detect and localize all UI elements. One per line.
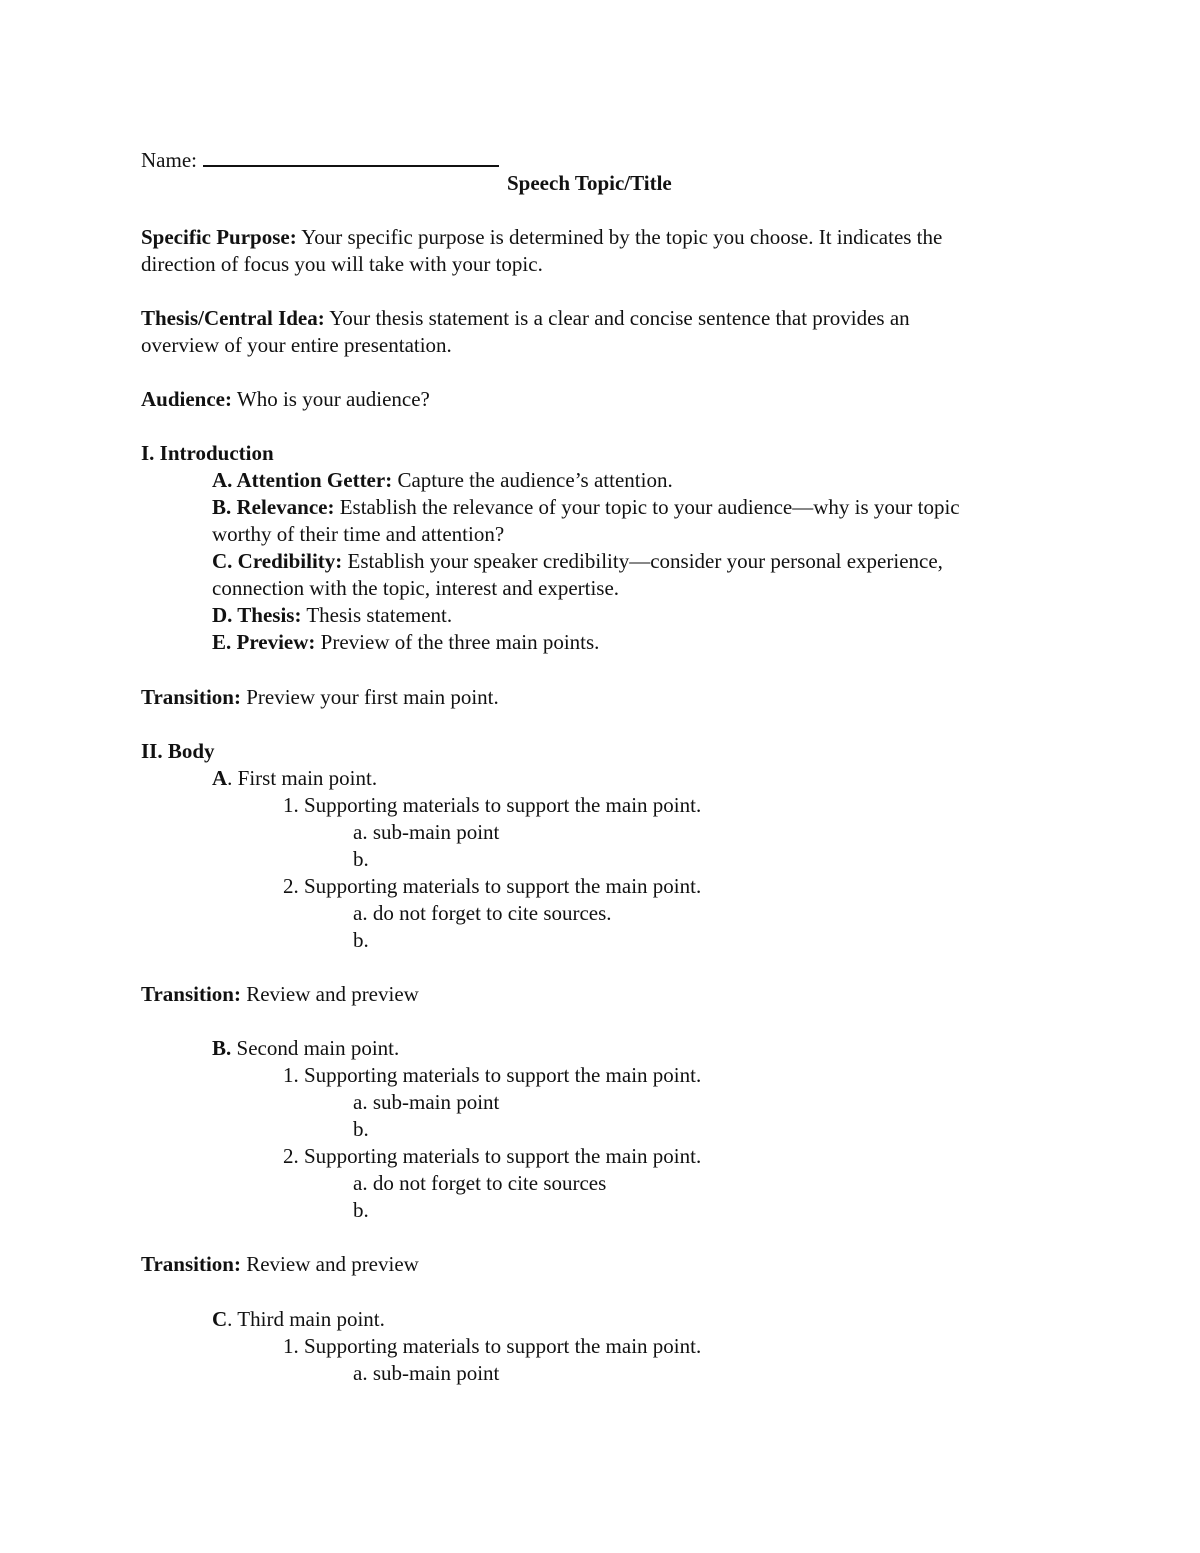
transition-1-text: Preview your first main point. xyxy=(240,685,499,709)
specific-purpose-line-2: direction of focus you will take with your topic. xyxy=(141,252,543,276)
transition-1-label: Transition: xyxy=(141,685,241,709)
point-a-support-1: 1. Supporting materials to support the main point. xyxy=(283,793,702,817)
main-point-c-letter: C xyxy=(212,1307,228,1331)
point-a-sub-1b: b. xyxy=(353,847,369,871)
point-b-sub-1a: a. sub-main point xyxy=(353,1090,500,1114)
point-b-sub-1b: b. xyxy=(353,1117,369,1141)
transition-3-line xyxy=(141,1251,419,1277)
relevance-label: B. Relevance: xyxy=(212,495,335,519)
thesis-line xyxy=(212,602,452,628)
relevance-text: Establish the relevance of your topic to your audience—why is your topic xyxy=(334,495,960,519)
audience-text: Who is your audience? xyxy=(232,387,430,411)
attention-getter-text: Capture the audience’s attention. xyxy=(392,468,673,492)
attention-getter-label: A. Attention Getter: xyxy=(212,468,393,492)
credibility-text: Establish your speaker credibility—consider your personal experience, xyxy=(342,549,943,573)
point-b-support-2: 2. Supporting materials to support the main point. xyxy=(283,1144,702,1168)
main-point-c-text: . Third main point. xyxy=(227,1307,385,1331)
thesis-central-text: Your thesis statement is a clear and concise sentence that provides an xyxy=(324,306,910,330)
relevance-line-1 xyxy=(212,494,960,520)
point-a-sub-2a: a. do not forget to cite sources. xyxy=(353,901,612,925)
preview-label: E. Preview: xyxy=(212,630,316,654)
credibility-line-2: connection with the topic, interest and expertise. xyxy=(212,576,620,600)
main-point-a-letter: A xyxy=(212,766,228,790)
main-point-a xyxy=(212,765,377,791)
preview-text: Preview of the three main points. xyxy=(315,630,600,654)
main-point-c xyxy=(212,1306,385,1332)
transition-3-label: Transition: xyxy=(141,1252,241,1276)
relevance-line-2: worthy of their time and attention? xyxy=(212,522,505,546)
main-point-b-text: Second main point. xyxy=(231,1036,400,1060)
point-c-support-1: 1. Supporting materials to support the main point. xyxy=(283,1334,702,1358)
introduction-heading: I. Introduction xyxy=(141,441,274,465)
point-a-sub-2b: b. xyxy=(353,928,369,952)
main-point-b xyxy=(212,1035,399,1061)
specific-purpose-text: Your specific purpose is determined by the topic you choose. It indicates the xyxy=(296,225,943,249)
preview-line xyxy=(212,629,599,655)
point-c-sub-1a: a. sub-main point xyxy=(353,1361,500,1385)
transition-3-text: Review and preview xyxy=(240,1252,419,1276)
main-point-b-letter: B. xyxy=(212,1036,232,1060)
name-blank-line xyxy=(203,143,499,167)
audience-label: Audience: xyxy=(141,387,232,411)
specific-purpose-label: Specific Purpose: xyxy=(141,225,297,249)
transition-2-text: Review and preview xyxy=(240,982,419,1006)
name-label: Name: xyxy=(141,148,197,172)
point-a-support-2: 2. Supporting materials to support the main point. xyxy=(283,874,702,898)
thesis-central-line-1 xyxy=(141,305,910,331)
point-b-support-1: 1. Supporting materials to support the main point. xyxy=(283,1063,702,1087)
specific-purpose-line-1 xyxy=(141,224,942,250)
transition-2-line xyxy=(141,981,419,1007)
thesis-label: D. Thesis: xyxy=(212,603,302,627)
thesis-text: Thesis statement. xyxy=(301,603,453,627)
thesis-central-line-2: overview of your entire presentation. xyxy=(141,333,452,357)
point-b-sub-2b: b. xyxy=(353,1198,369,1222)
body-heading: II. Body xyxy=(141,739,215,763)
name-field xyxy=(141,143,499,173)
credibility-line-1 xyxy=(212,548,943,574)
transition-2-label: Transition: xyxy=(141,982,241,1006)
point-b-sub-2a: a. do not forget to cite sources xyxy=(353,1171,607,1195)
main-point-a-text: . First main point. xyxy=(227,766,378,790)
thesis-central-label: Thesis/Central Idea: xyxy=(141,306,325,330)
page-title: Speech Topic/Title xyxy=(507,171,672,195)
audience-line xyxy=(141,386,430,412)
transition-1-line xyxy=(141,684,499,710)
attention-getter-line xyxy=(212,467,673,493)
credibility-label: C. Credibility: xyxy=(212,549,343,573)
point-a-sub-1a: a. sub-main point xyxy=(353,820,500,844)
